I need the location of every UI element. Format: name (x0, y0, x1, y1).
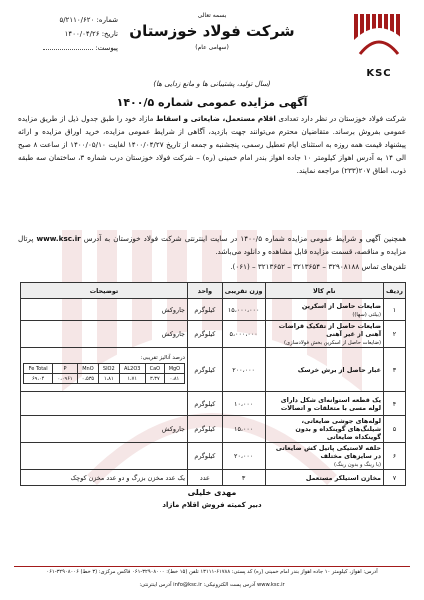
analysis-element: Fe Total (24, 364, 53, 374)
notice-title: آگهی مزایده عمومی شماره ۱۴۰۰/۵ (116, 96, 308, 109)
notice-paragraph-1-part-b: مازاد خود را طبق جدول ذیل از طریق مزایده عمومی بفروش برساند. متقاضیان محترم می‌توانند جهت بازدید، آگاهی از شرایط عمومی مزایده، خرید اوراق مزایده و ارائه پیشنهاد قیمت همه روزه به استثنای ایام تعطیل رسمی، پنجشنبه و جمعه از تاریخ ۱۴۰۰/۰۴/۲۷ لغایت ۱۴۰۰/۰۵/۱۰ از ساعت ۸ صبح الی ۱۴ به آدرس اهواز کیلومتر ۱۰ جاده اهواز بندر امام خمینی (ره) – شرکت فولاد خوزستان درب شماره ۳، ساختمان سه طبقه ذوب، اطاق ۲۰۷(۲۳۳) مراجعه نمایند. (18, 114, 407, 175)
cell-unit: عدد (188, 470, 223, 486)
cell-unit: کیلوگرم (188, 299, 223, 321)
table-row (21, 392, 406, 416)
item-name-note: (با رینگ و بدون رینگ) (334, 462, 382, 468)
cell-description (21, 443, 188, 470)
cell-item-name: یک قطعه استوانه‌ای شکل دارای لوله مسی با متعلقات و اتصالات (265, 392, 383, 416)
slogan: (سال تولید، پشتیبانی ها و مانع زدایی ها) (153, 80, 271, 88)
cell-description: جاروکش (21, 416, 188, 443)
notice-paragraph-2-part-b: پرتال مزایده و مناقصه، قسمت مزایده قابل مشاهده و دانلود می‌باشد. (18, 234, 406, 256)
cell-quantity: ۲۰۰،۰۰۰ (222, 348, 265, 392)
analysis-elements-row (24, 364, 185, 374)
letter-number-value: ۵/۲۱۱۰/۶۲۰ (59, 16, 95, 24)
cell-row-number: ۶ (384, 443, 406, 470)
item-name-note: (بیلتی (سها)) (352, 311, 382, 318)
header-description: توضیحات (21, 283, 188, 299)
table-row (21, 443, 406, 470)
table-row (21, 416, 406, 443)
cell-quantity: ۱۰،۰۰۰ (222, 392, 265, 416)
cell-row-number: ۴ (384, 392, 406, 416)
letter-date-label: تاریخ: (101, 30, 118, 38)
analysis-value: ۰،۵۳۵ (77, 374, 98, 384)
signatory-name: مهدی خلیلی (187, 488, 237, 497)
cell-unit: کیلوگرم (188, 443, 223, 470)
signatory-title: دبیر کمیته فروش اقلام مازاد (162, 501, 262, 509)
analysis-label: درصد آنالیز تقریبی: (140, 355, 185, 361)
table-row (21, 299, 406, 321)
notice-paragraph-1 (18, 112, 406, 177)
item-name: حلقه لاستیکی پاتیل کش ضایعاتی در سایزهای مختلف (275, 444, 382, 460)
cell-quantity: ۳ (222, 470, 265, 486)
cell-row-number: ۵ (384, 416, 406, 443)
notice-paragraph-1-part-a: شرکت فولاد خوزستان در نظر دارد تعدادی (275, 114, 406, 123)
analysis-element: SIO2 (99, 364, 120, 374)
notice-paragraph-2 (18, 232, 406, 258)
cell-row-number: ۳ (384, 348, 406, 392)
cell-quantity: ۱۵،۰۰۰ (222, 416, 265, 443)
letter-date (18, 30, 118, 38)
analysis-element: AL2O3 (119, 364, 145, 374)
letter-number-label: شماره: (96, 16, 118, 24)
cell-row-number: ۷ (384, 470, 406, 486)
footer-address: آدرس: اهواز، کیلومتر ۱۰ جاده اهواز بندر امام خمینی (ره) کد پستی: ۶۱۷۸۸-۱۳۱۱۱ تلفن (۱۵ خط): ۳۲۹۰۸۰۰۰-۰۶۱ فاکس مرکزی: (۳ خط) ۳۲۹۰۸۰۰۶-۰۶۱ (46, 569, 378, 575)
cell-unit: کیلوگرم (188, 321, 223, 348)
analysis-value: ۰،۸۱ (164, 374, 184, 384)
analysis-element: MgO (164, 364, 184, 374)
cell-description: یک عدد مخزن بزرگ و دو عدد مخزن کوچک (21, 470, 188, 486)
cell-item-name (265, 299, 383, 321)
cell-quantity: ۲۰،۰۰۰ (222, 443, 265, 470)
footer-divider (14, 566, 410, 567)
cell-quantity: ۵،۰۰۰،۰۰۰ (222, 321, 265, 348)
analysis-value: ۱،۸۱ (99, 374, 120, 384)
header-quantity: وزن تقریبی (222, 283, 265, 299)
cell-item-name: لوله‌های جوشی ضایعاتی، شیلنگ‌های گوینکداه و بدون گوینکداه ضایعاتی (265, 416, 383, 443)
cell-row-number: ۲ (384, 321, 406, 348)
contact-phones: تلفن‌های تماس ۳۲۹۰۸۱۸۸ – ۳۲۱۳۶۵۴ – ۳۲۱۳۶۵۲ – (۰۶۱). (230, 262, 406, 271)
company-name: شرکت فولاد خوزستان (129, 22, 295, 40)
letter-attachment-label: پیوست: (95, 44, 118, 52)
item-name: ضایعات حاصل از تفکیک قراضات آهنی از غیر آهنی (278, 322, 382, 338)
analysis-table (23, 363, 185, 384)
analysis-element: P (53, 364, 78, 374)
cell-item-name: مخازن استیلکر مستعمل (265, 470, 383, 486)
table-header-row (21, 283, 406, 299)
analysis-element: MnO (77, 364, 98, 374)
cell-description (21, 392, 188, 416)
cell-item-name: غبار حاصل از برش خرسک (265, 348, 383, 392)
analysis-value: ۳،۳۷ (145, 374, 164, 384)
item-name: ضایعات حاصل از اسکرین (301, 301, 382, 310)
analysis-value: ۱،۷۱ (119, 374, 145, 384)
table-row (21, 321, 406, 348)
cell-row-number: ۱ (384, 299, 406, 321)
analysis-element: CaO (145, 364, 164, 374)
header-unit: واحد (188, 283, 223, 299)
table-row (21, 470, 406, 486)
cell-description: جاروکش (21, 299, 188, 321)
cell-unit: کیلوگرم (188, 416, 223, 443)
website-link[interactable]: www.ksc.ir (36, 234, 81, 243)
cell-item-name (265, 321, 383, 348)
item-name-note: (ضایعات حاصل از اسکرین بخش فولادسازی) (284, 340, 382, 346)
company-type: (سهامی عام) (195, 44, 229, 51)
cell-item-name (265, 443, 383, 470)
notice-items-bold: اقلام مستعمل، ضایعاتی و اسقاط (155, 114, 276, 123)
items-table (20, 282, 406, 486)
analysis-values-row (24, 374, 185, 384)
header-item-name: نام کالا (265, 283, 383, 299)
notice-paragraph-2-part-a: همچنین آگهی و شرایط عمومی مزایده شماره ۱۴۰۰/۵ در سایت اینترنتی شرکت فولاد خوزستان به آدرس (80, 234, 407, 243)
logo-text: KSC (366, 68, 392, 79)
ksc-logo-icon (350, 10, 408, 68)
letter-attachment (18, 44, 118, 52)
cell-analysis (21, 348, 188, 392)
letter-number (18, 16, 118, 24)
analysis-value: ۶۹،۰۴ (24, 374, 53, 384)
analysis-value: ۰،۰۹۶۱ (53, 374, 78, 384)
cell-unit: کیلوگرم (188, 348, 223, 392)
header-row-number: ردیف (384, 283, 406, 299)
cell-unit: کیلوگرم (188, 392, 223, 416)
table-row (21, 348, 406, 392)
footer-contacts: www.ksc.ir آدرس پست الکترونیکی: info@ksc.ir آدرس اینترنتی: (139, 582, 285, 588)
letter-date-value: ۱۴۰۰/۰۴/۲۶ (64, 30, 100, 38)
basmala: بسمه تعالی (197, 12, 227, 19)
cell-description: جاروکش (21, 321, 188, 348)
cell-quantity: ۱۵،۰۰۰،۰۰۰ (222, 299, 265, 321)
